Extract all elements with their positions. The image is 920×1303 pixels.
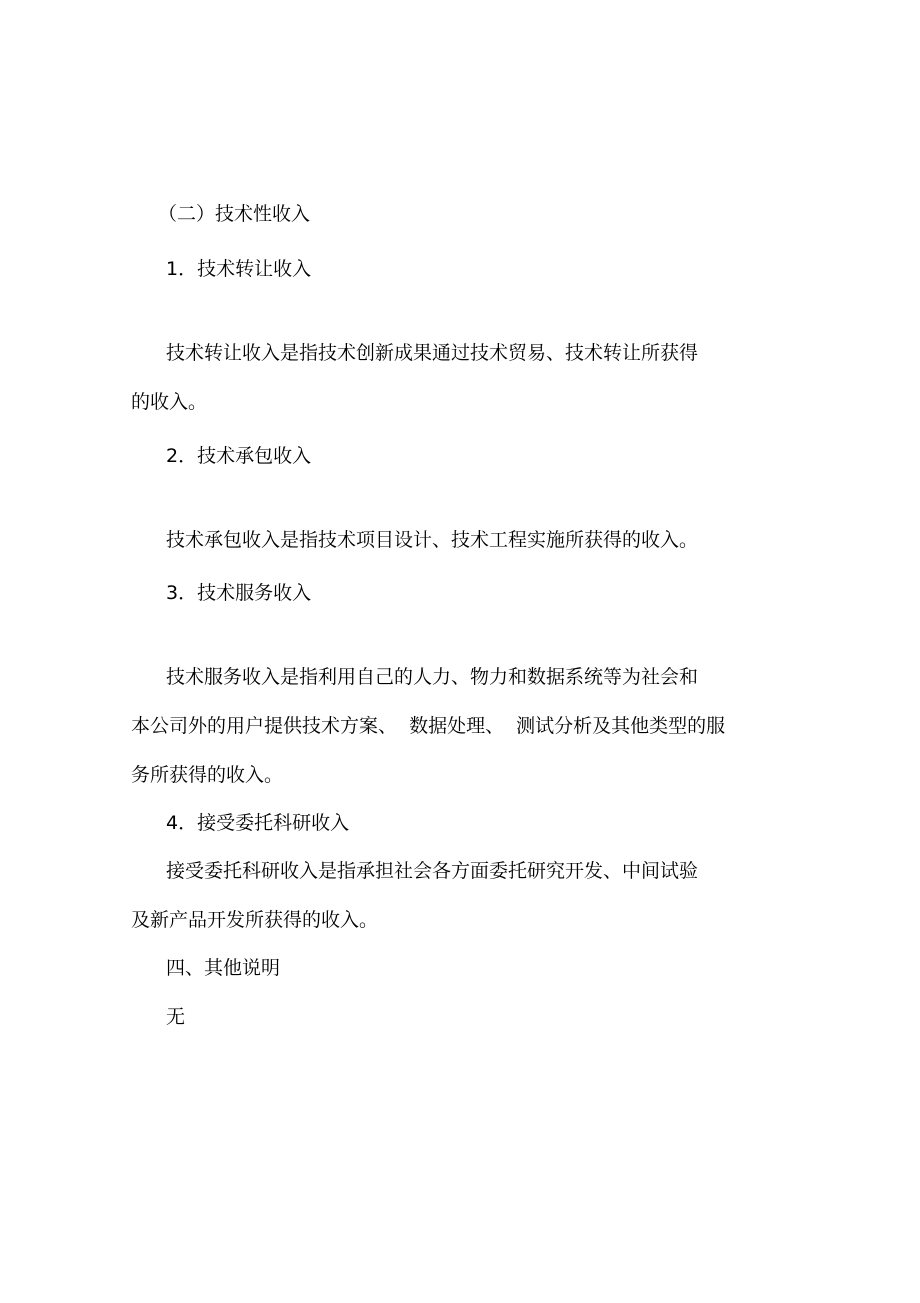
other-body: 无 <box>166 1006 186 1028</box>
item-body-2-line-1: 技术承包收入是指技术项目设计、技术工程实施所获得的收入。 <box>166 529 699 551</box>
section-heading: （二）技术性收入 <box>158 203 311 225</box>
item-heading-3: 3．技术服务收入 <box>166 582 312 604</box>
item-body-3-line-1: 技术服务收入是指利用自己的人力、物力和数据系统等为社会和 <box>166 666 699 688</box>
other-heading: 四、其他说明 <box>166 957 281 979</box>
item-body-3-line-2: 本公司外的用户提供技术方案、 数据处理、 测试分析及其他类型的服 <box>131 715 726 737</box>
item-body-4-line-1: 接受委托科研收入是指承担社会各方面委托研究开发、中间试验 <box>166 860 699 882</box>
item-body-1-line-1: 技术转让收入是指技术创新成果通过技术贸易、技术转让所获得 <box>166 342 699 364</box>
item-heading-2: 2．技术承包收入 <box>166 445 312 467</box>
item-body-1-line-2: 的收入。 <box>131 391 208 413</box>
item-body-3-line-3: 务所获得的收入。 <box>131 764 284 786</box>
item-heading-4: 4．接受委托科研收入 <box>166 812 350 834</box>
item-body-4-line-2: 及新产品开发所获得的收入。 <box>131 909 379 931</box>
item-heading-1: 1．技术转让收入 <box>166 258 312 280</box>
